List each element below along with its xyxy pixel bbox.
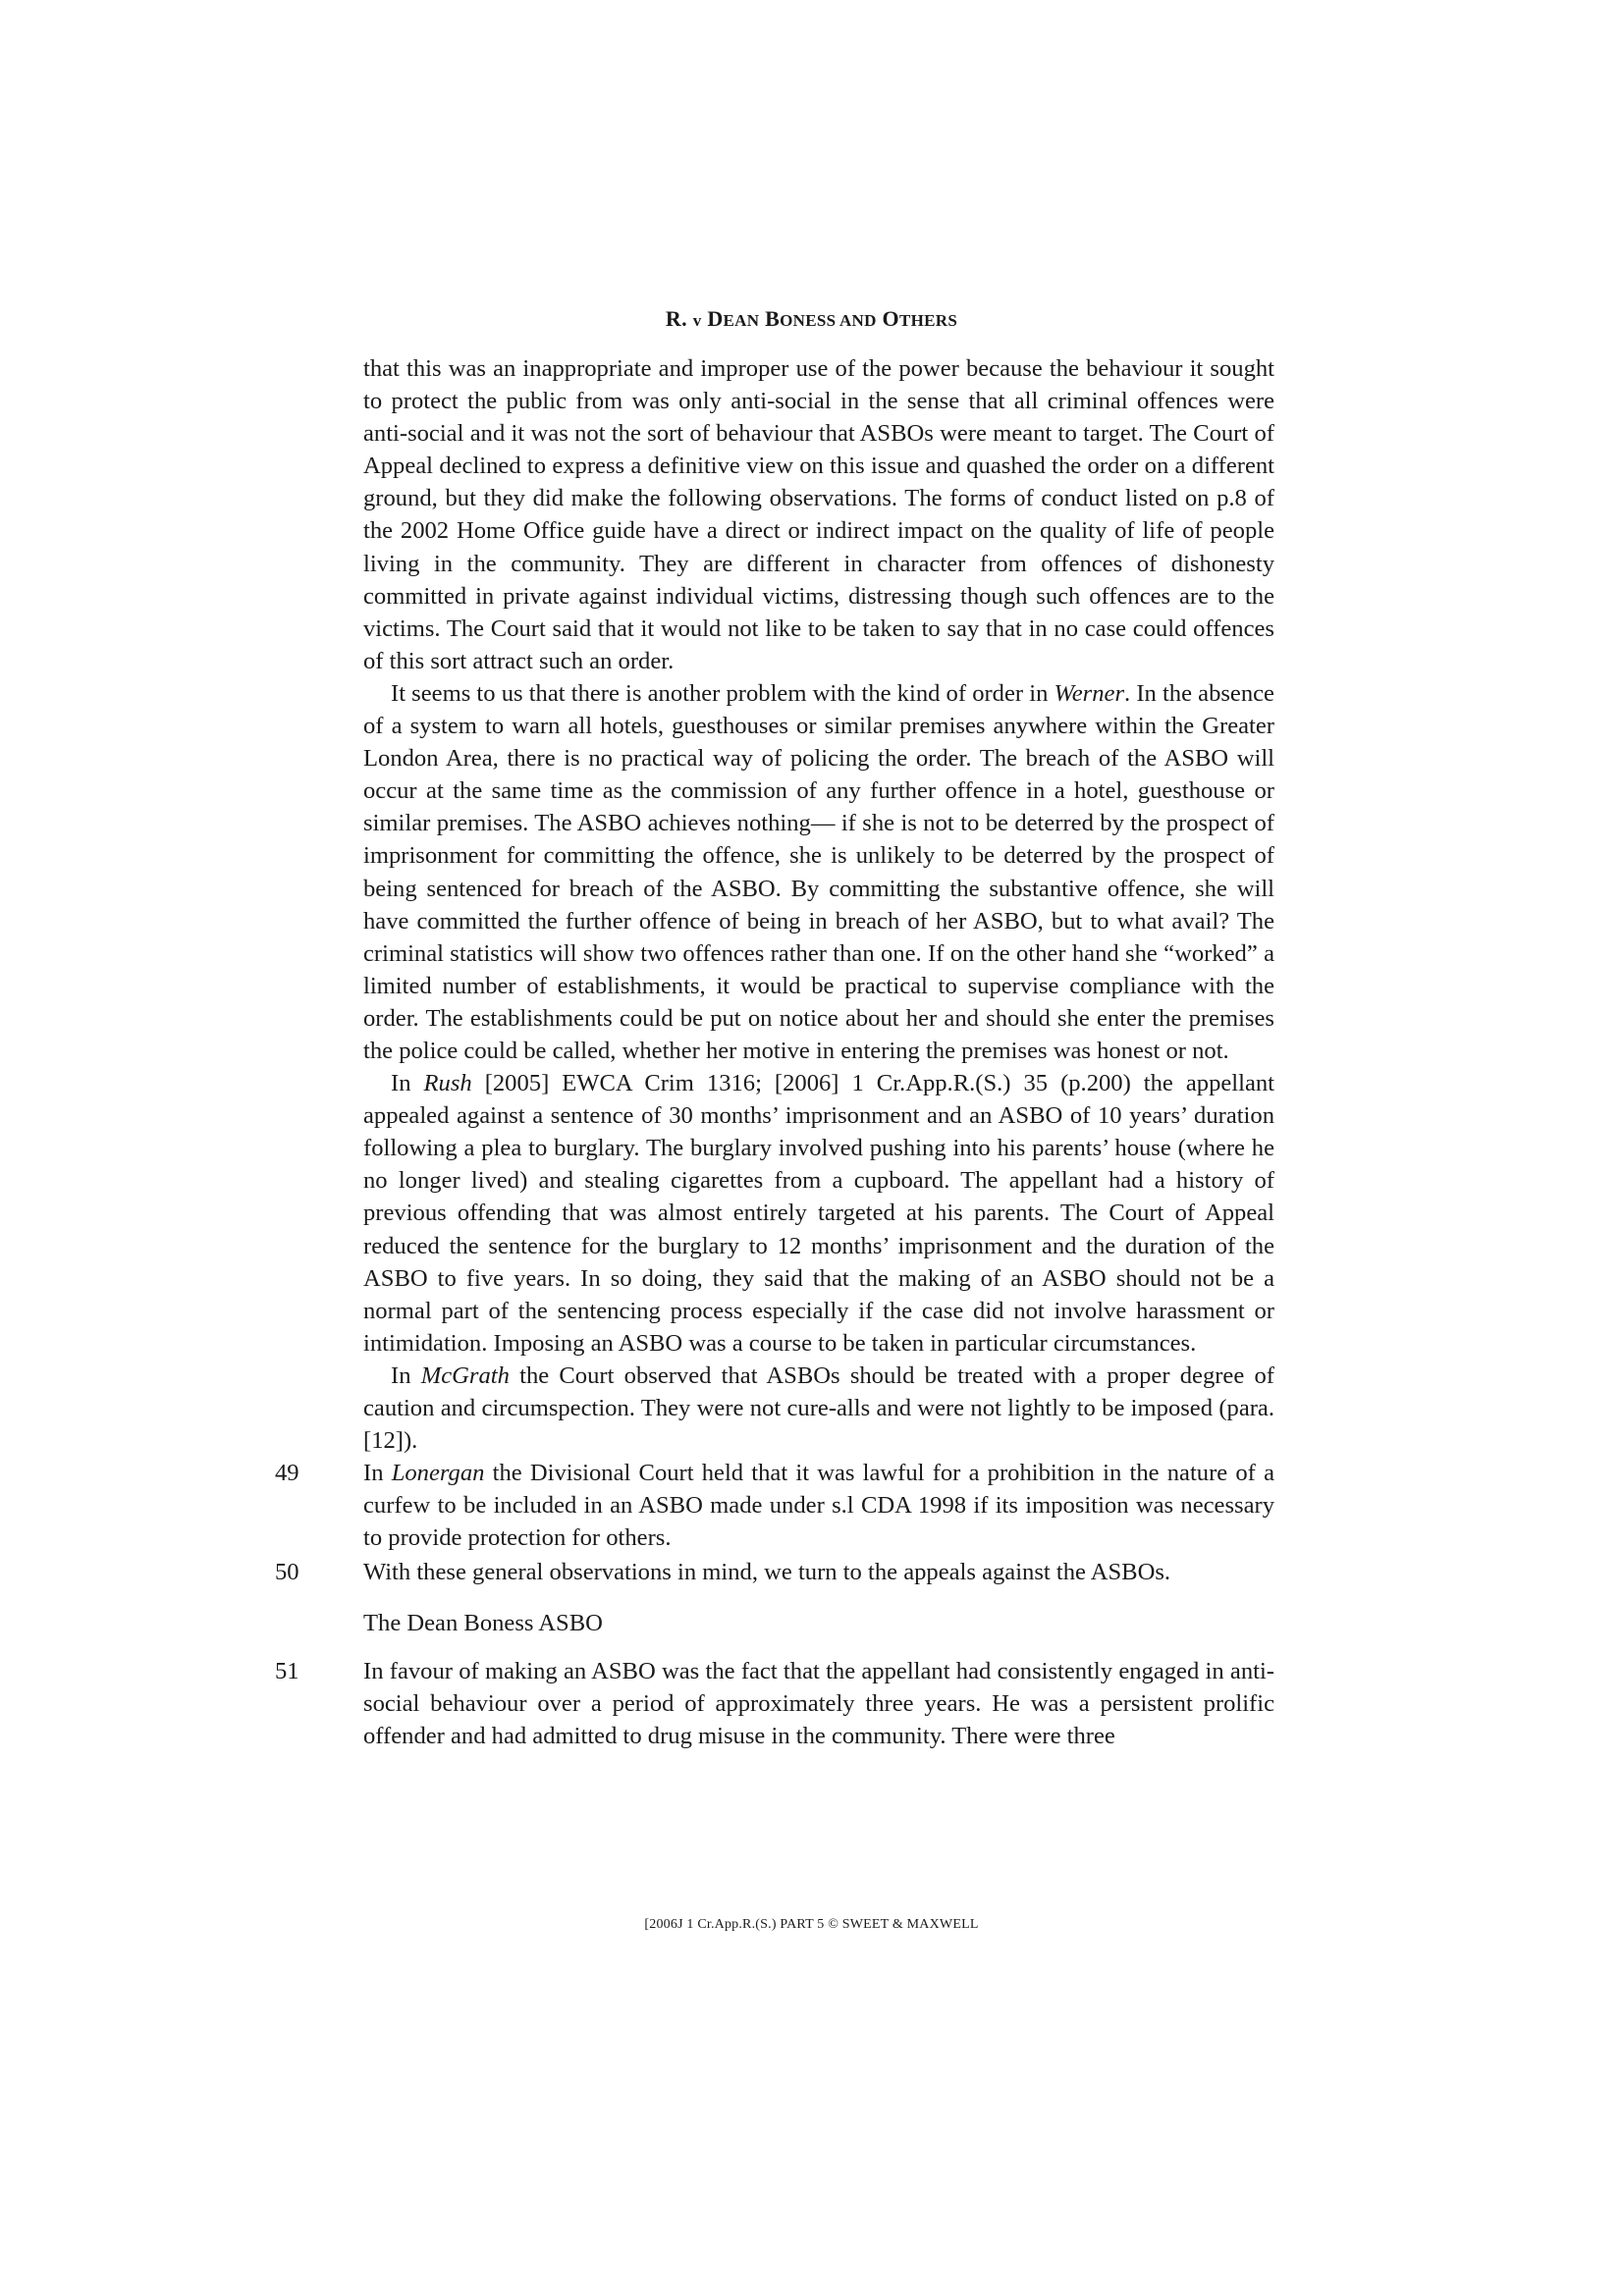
paragraph-mcgrath-text-b: the Court observed that ASBOs should be treated with a proper degree of caution and circumspection. They were not cure-alls and were not lightly to be imposed (para. [12]). (363, 1362, 1274, 1455)
paragraph-50 (275, 1556, 1274, 1588)
running-head-o: O (882, 306, 899, 331)
paragraph-continued: that this was an inappropriate and improper use of the power because the behaviour it sought to protect the public from was only anti-social in the sense that all criminal offences were anti-social and it was not the sort of behaviour that ASBOs were meant to target. The Court of Appeal declined to express a definitive view on this issue and quashed the order on a different ground, but they did make the following observations. The forms of conduct listed on p.8 of the 2002 Home Office guide have a direct or indirect impact on the quality of life of people living in the community. They are different in character from offences of dishonesty committed in private against individual victims, distressing though such offences are to the victims. The Court said that it would not like to be taken to say that in no case could offences of this sort attract such an order. (363, 355, 1274, 674)
paragraph-werner-text-a: It seems to us that there is another problem with the kind of order in (391, 679, 1055, 707)
paragraph-rush-text-b: [2005] EWCA Crim 1316; [2006] 1 Cr.App.R.(S.) 35 (p.200) the appellant appealed against a sentence of 30 months’ imprisonment and an ASBO of 10 years’ duration following a plea to burglary. The burglary involved pushing into his parents’ house (where he no longer lived) and stealing cigarettes from a cupboard. The appellant had a history of previous offending that was almost entirely targeted at his parents. The Court of Appeal reduced the sentence for the burglary to 12 months’ imprisonment and the duration of the ASBO to five years. In so doing, they said that the making of an ASBO should not be a normal part of the sentencing process especially if the case did not involve harassment or intimidation. Imposing an ASBO was a course to be taken in particular circumstances. (363, 1070, 1274, 1357)
paragraph-rush-text-a: In (391, 1070, 424, 1097)
paragraph-number-51: 51 (275, 1657, 299, 1684)
paragraph-51-text: In favour of making an ASBO was the fact that the appellant had consistently engaged in anti-social behaviour over a period of approximately three years. He was a persistent prolific offender and had admitted to drug misuse in the community. There were three (363, 1657, 1274, 1749)
running-head-v: v (692, 311, 702, 330)
paragraph-mcgrath-text-a: In (391, 1362, 421, 1389)
case-name-werner: Werner (1054, 679, 1125, 707)
running-head-b: B (765, 306, 781, 331)
paragraph-51 (275, 1655, 1274, 1752)
body-text (275, 352, 1274, 1752)
section-heading: The Dean Boness ASBO (363, 1609, 603, 1636)
paragraph-number-50: 50 (275, 1559, 299, 1586)
paragraph-50-text: With these general observations in mind, we turn to the appeals against the ASBOs. (363, 1559, 1171, 1586)
case-name-lonergan: Lonergan (391, 1460, 485, 1487)
paragraph-49-text-a: In (363, 1460, 392, 1487)
paragraph-49-text-b: the Divisional Court held that it was lawful for a prohibition in the nature of a curfew to be included in an ASBO made under s.l CDA 1998 if its imposition was necessary to provide protection for others. (363, 1460, 1274, 1552)
running-head-ean: EAN (723, 311, 760, 330)
paragraph-mcgrath (363, 1360, 1274, 1457)
paragraph-werner-text-b: . In the absence of a system to warn all hotels, guesthouses or similar premises anywhere within the Greater London Area, there is no practical way of policing the order. The breach of the ASBO will occur at the same time as the commission of any further offence in a hotel, guesthouse or similar premises. The ASBO achieves nothing— if she is not to be deterred by the prospect of imprisonment for committing the offence, she is unlikely to be deterred by the prospect of being sentenced for breach of the ASBO. By committing the substantive offence, she will have committed the further offence of being in breach of her ASBO, but to what avail? The criminal statistics will show two offences rather than one. If on the other hand she “worked” a limited number of establishments, it would be practical to supervise compliance with the order. The establishments could be put on notice about her and should she enter the premises the police could be called, whether her motive in entering the premises was honest or not. (363, 679, 1274, 1064)
running-head-oness-and: ONESS AND (780, 311, 877, 330)
running-head (0, 306, 1623, 332)
case-name-rush: Rush (423, 1070, 472, 1097)
case-name-mcgrath: McGrath (420, 1362, 510, 1389)
paragraph-number-49: 49 (275, 1460, 299, 1487)
paragraph-rush (363, 1067, 1274, 1360)
running-head-thers: THERS (898, 311, 958, 330)
page-footer: [2006J 1 Cr.App.R.(S.) PART 5 © SWEET & MAXWELL (644, 1917, 979, 1932)
running-head-d: D (707, 306, 724, 331)
running-head-r: R. (665, 306, 687, 331)
paragraph-werner (363, 677, 1274, 1067)
paragraph-49 (275, 1457, 1274, 1554)
